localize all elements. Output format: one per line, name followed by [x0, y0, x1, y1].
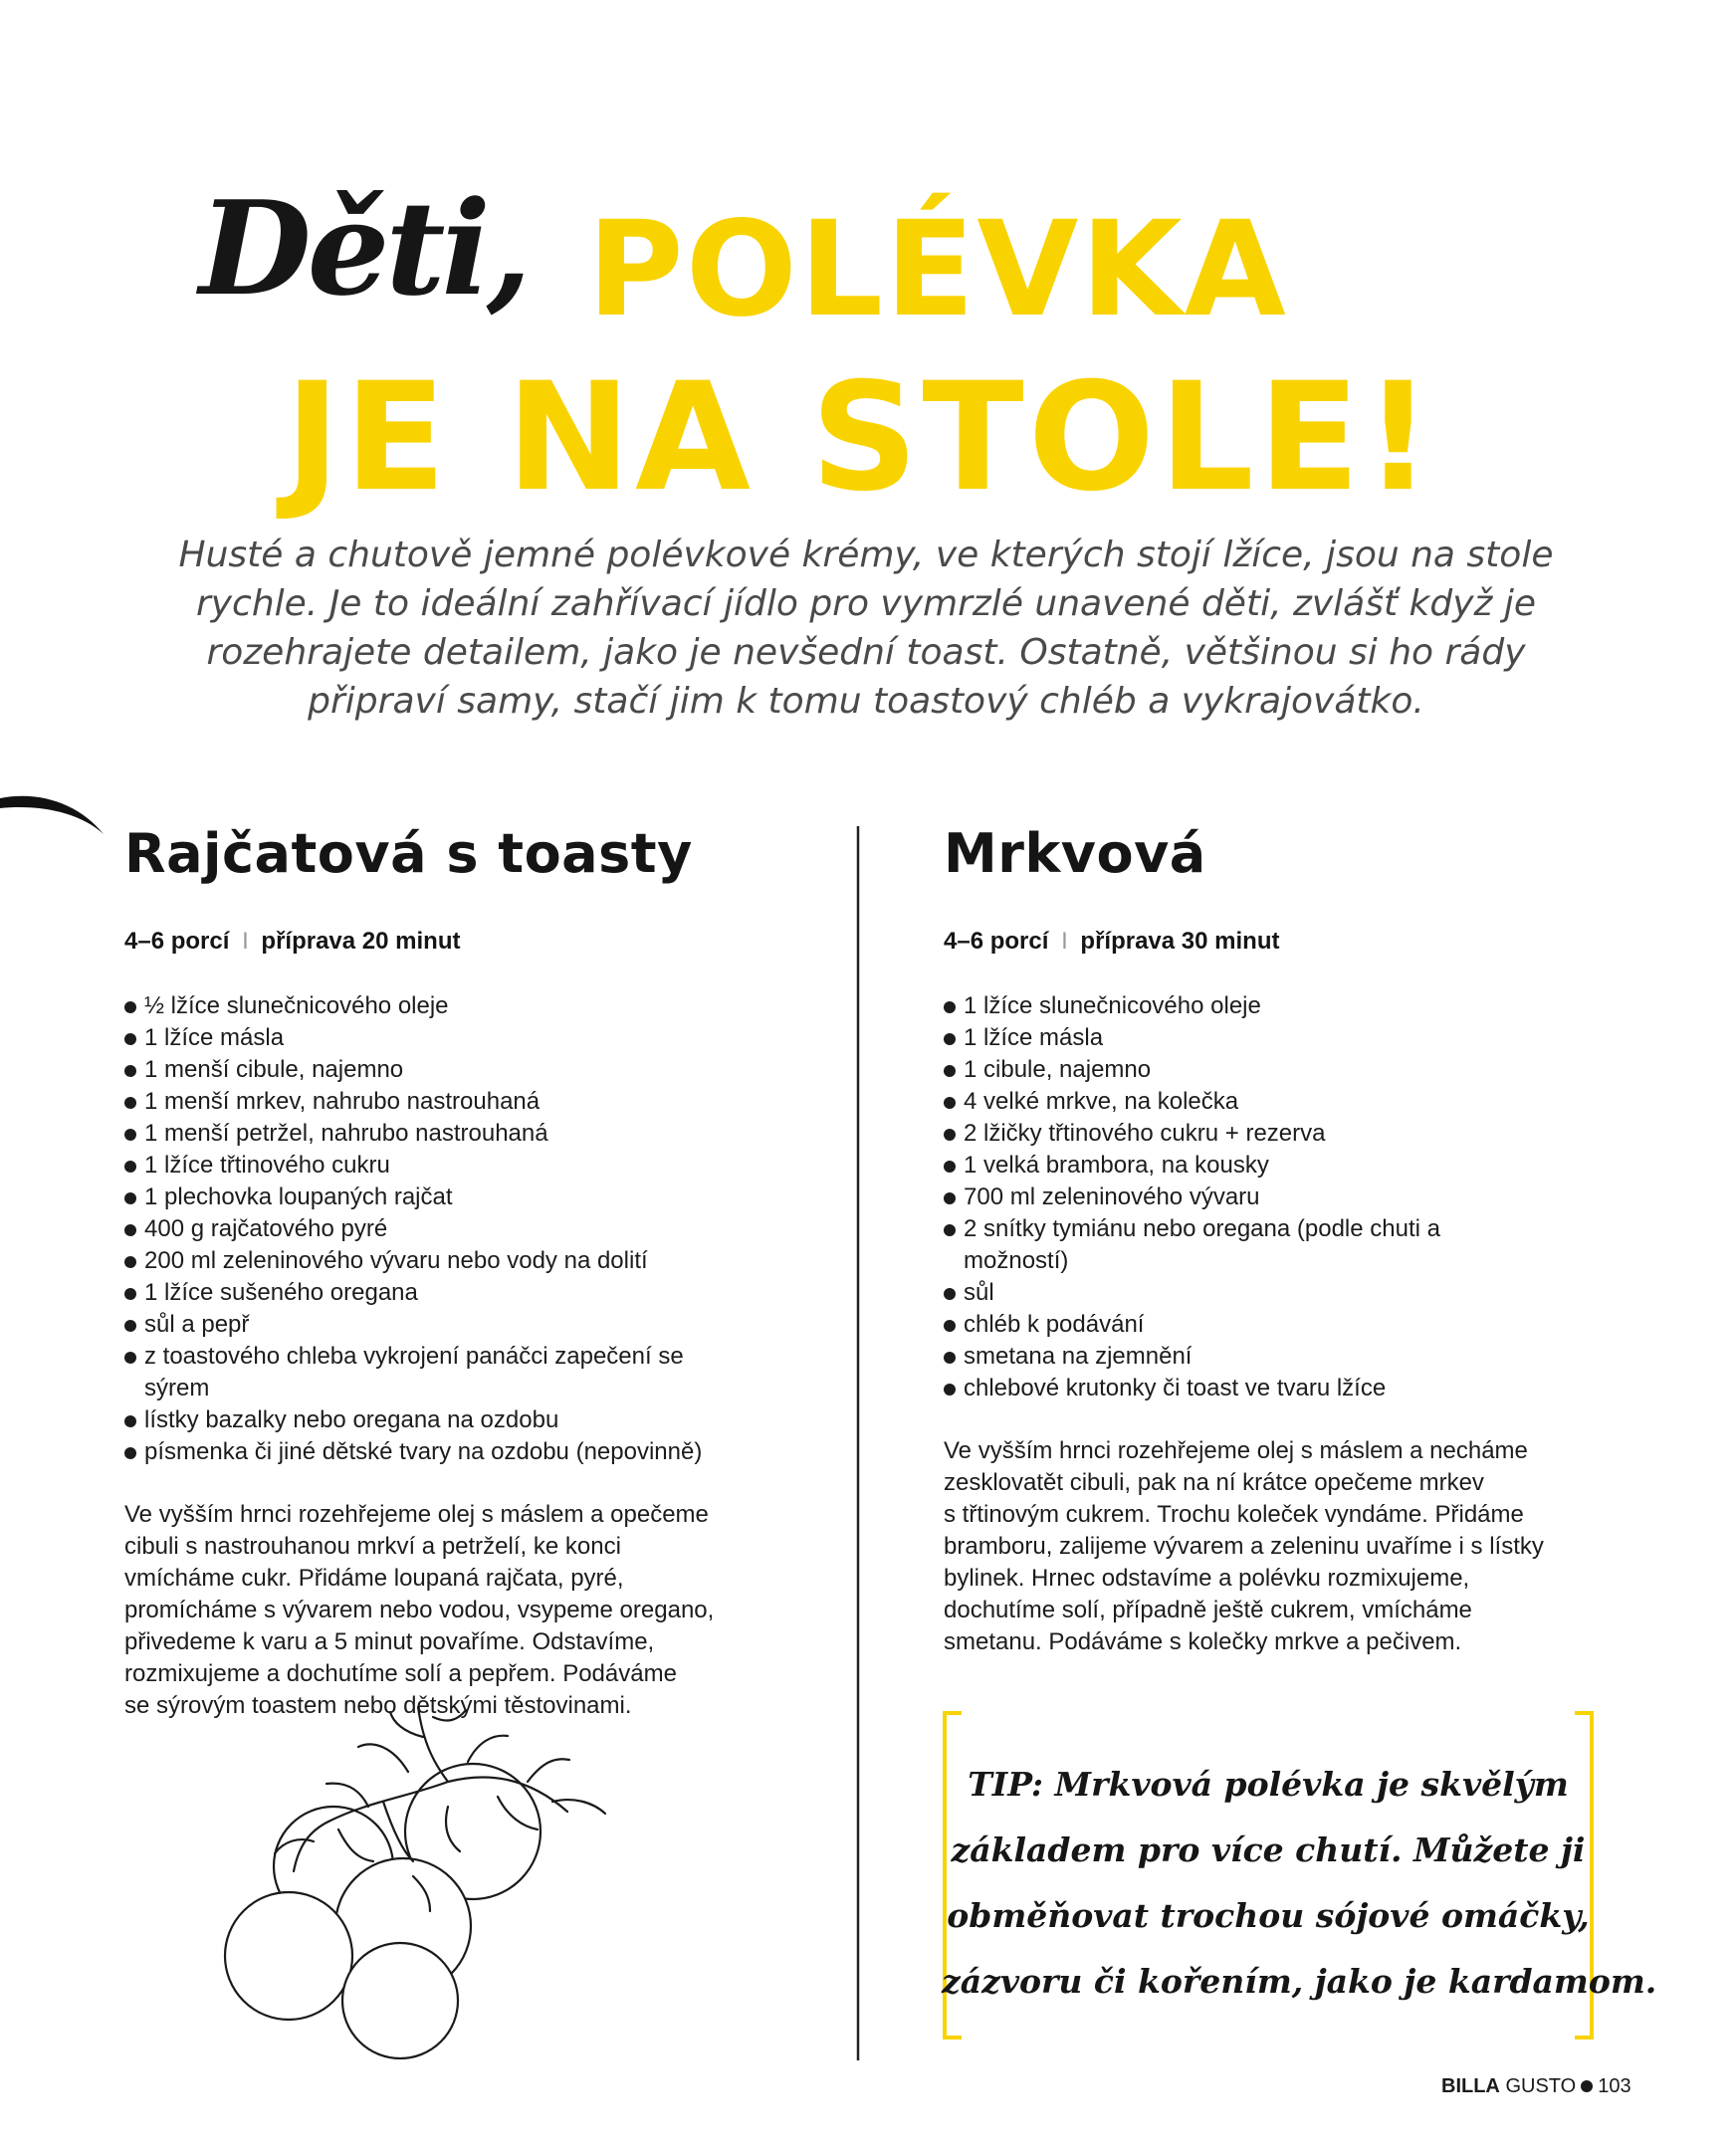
- portions: 4–6 porcí: [124, 928, 230, 955]
- page-footer: [1441, 2075, 1631, 2098]
- recipe-title: Mrkvová: [944, 822, 1206, 885]
- recipe-tomato: [124, 822, 781, 1722]
- intro-line: Husté a chutově jemné polévkové krémy, ve kterých stojí lžíce, jsou na stole: [178, 535, 1554, 575]
- column-divider: [854, 826, 862, 2060]
- method-line: promícháme s vývarem nebo vodou, vsypeme oregano,: [124, 1597, 715, 1623]
- method-line: bylinek. Hrnec odstavíme a polévku rozmixujeme,: [944, 1565, 1470, 1592]
- footer-magazine: GUSTO: [1505, 2075, 1577, 2097]
- ingredient-item: 1 lžíce slunečnicového oleje: [944, 990, 1601, 1022]
- recipe-meta: [944, 927, 1601, 957]
- intro-line: rozehrajete detailem, jako je nevšední toast. Ostatně, většinou si ho rády: [206, 632, 1526, 673]
- prep-time: příprava 20 minut: [261, 928, 461, 955]
- method-line: bramboru, zalijeme vývarem a zeleninu uvaříme i s lístky: [944, 1533, 1544, 1560]
- recipe-method: [944, 1435, 1601, 1658]
- ingredient-item: 1 lžíce třtinového cukru: [124, 1150, 781, 1182]
- method-line: přivedeme k varu a 5 minut povaříme. Odstavíme,: [124, 1628, 655, 1655]
- method-line: vmícháme cukr. Přidáme loupaná rajčata, pyré,: [124, 1565, 624, 1592]
- ingredient-item: 2 snítky tymiánu nebo oregana (podle chuti a možností): [944, 1213, 1481, 1277]
- ingredients-list: [944, 990, 1601, 1404]
- tip-box: [942, 1710, 1657, 2041]
- ingredient-item: chlebové krutonky či toast ve tvaru lžíce: [944, 1373, 1601, 1404]
- ingredient-item: 1 plechovka loupaných rajčat: [124, 1182, 781, 1213]
- headline-line-2: JE NA STOLE!: [285, 351, 1436, 525]
- method-line: zesklovatět cibuli, pak na ní krátce opečeme mrkev: [944, 1469, 1484, 1496]
- ingredient-item: písmenka či jiné dětské tvary na ozdobu (nepovinně): [124, 1436, 781, 1468]
- ingredient-item: sůl: [944, 1277, 1601, 1309]
- ingredient-item: 1 menší petržel, nahrubo nastrouhaná: [124, 1118, 781, 1150]
- page-number: 103: [1598, 2075, 1631, 2097]
- ingredient-item: sůl a pepř: [124, 1309, 781, 1341]
- ingredient-item: 2 lžičky třtinového cukru + rezerva: [944, 1118, 1601, 1150]
- prep-time: příprava 30 minut: [1080, 928, 1280, 955]
- ingredient-item: 1 cibule, najemno: [944, 1054, 1601, 1086]
- intro-line: rychle. Je to ideální zahřívací jídlo pro vymrzlé unavené děti, zvlášť když je: [195, 583, 1537, 624]
- tip-line: zázvoru či kořením, jako je kardamom.: [942, 1962, 1657, 2001]
- method-line: smetanu. Podáváme s kolečky mrkve a pečivem.: [944, 1628, 1462, 1655]
- intro-paragraph: [169, 531, 1563, 726]
- ingredients-list: [124, 990, 781, 1468]
- recipe-carrot: [944, 822, 1601, 1658]
- ingredient-item: 1 lžíce másla: [944, 1022, 1601, 1054]
- method-line: Ve vyšším hrnci rozehřejeme olej s máslem a necháme: [944, 1437, 1528, 1464]
- method-line: s třtinovým cukrem. Trochu koleček vyndáme. Přidáme: [944, 1501, 1524, 1528]
- headline-line-1: POLÉVKA: [587, 193, 1288, 346]
- recipe-meta: [124, 927, 781, 957]
- headline-script-word: Děti,: [199, 172, 529, 324]
- tip-text: [942, 1752, 1657, 2015]
- ingredient-item: 1 lžíce sušeného oregana: [124, 1277, 781, 1309]
- recipe-title: Rajčatová s toasty: [124, 822, 693, 885]
- ingredient-item: z toastového chleba vykrojení panáčci zapečení se sýrem: [124, 1341, 732, 1404]
- ingredient-item: 400 g rajčatového pyré: [124, 1213, 781, 1245]
- method-line: cibuli s nastrouhanou mrkví a petrželí, ke konci: [124, 1533, 621, 1560]
- recipe-method: [124, 1499, 781, 1722]
- method-line: Ve vyšším hrnci rozehřejeme olej s máslem a opečeme: [124, 1501, 709, 1528]
- method-line: se sýrovým toastem nebo dětskými těstovinami.: [124, 1692, 632, 1719]
- swoosh-decoration: [0, 786, 109, 846]
- ingredient-item: 1 lžíce másla: [124, 1022, 781, 1054]
- meta-separator: I: [242, 928, 249, 955]
- ingredient-item: ½ lžíce slunečnicového oleje: [124, 990, 781, 1022]
- intro-line: připraví samy, stačí jim k tomu toastový chléb a vykrajovátko.: [308, 681, 1424, 722]
- ingredient-item: chléb k podávání: [944, 1309, 1601, 1341]
- method-line: rozmixujeme a dochutíme solí a pepřem. Podáváme: [124, 1660, 677, 1687]
- footer-brand: BILLA: [1441, 2075, 1500, 2097]
- ingredient-item: 4 velké mrkve, na kolečka: [944, 1086, 1601, 1118]
- ingredient-item: 1 menší mrkev, nahrubo nastrouhaná: [124, 1086, 781, 1118]
- ingredient-item: lístky bazalky nebo oregana na ozdobu: [124, 1404, 781, 1436]
- tip-line: TIP: Mrkvová polévka je skvělým: [968, 1765, 1569, 1804]
- ingredient-item: smetana na zjemnění: [944, 1341, 1601, 1373]
- tomato-illustration: [209, 1702, 657, 2060]
- method-line: dochutíme solí, případně ještě cukrem, vmícháme: [944, 1597, 1472, 1623]
- tip-line: základem pro více chutí. Můžete ji: [951, 1830, 1586, 1869]
- meta-separator: I: [1061, 928, 1068, 955]
- portions: 4–6 porcí: [944, 928, 1049, 955]
- tip-line: obměňovat trochou sójové omáčky,: [947, 1896, 1590, 1935]
- ingredient-item: 1 velká brambora, na kousky: [944, 1150, 1601, 1182]
- ingredient-item: 200 ml zeleninového vývaru nebo vody na dolití: [124, 1245, 781, 1277]
- ingredient-item: 1 menší cibule, najemno: [124, 1054, 781, 1086]
- footer-dot-icon: [1581, 2080, 1593, 2092]
- ingredient-item: 700 ml zeleninového vývaru: [944, 1182, 1601, 1213]
